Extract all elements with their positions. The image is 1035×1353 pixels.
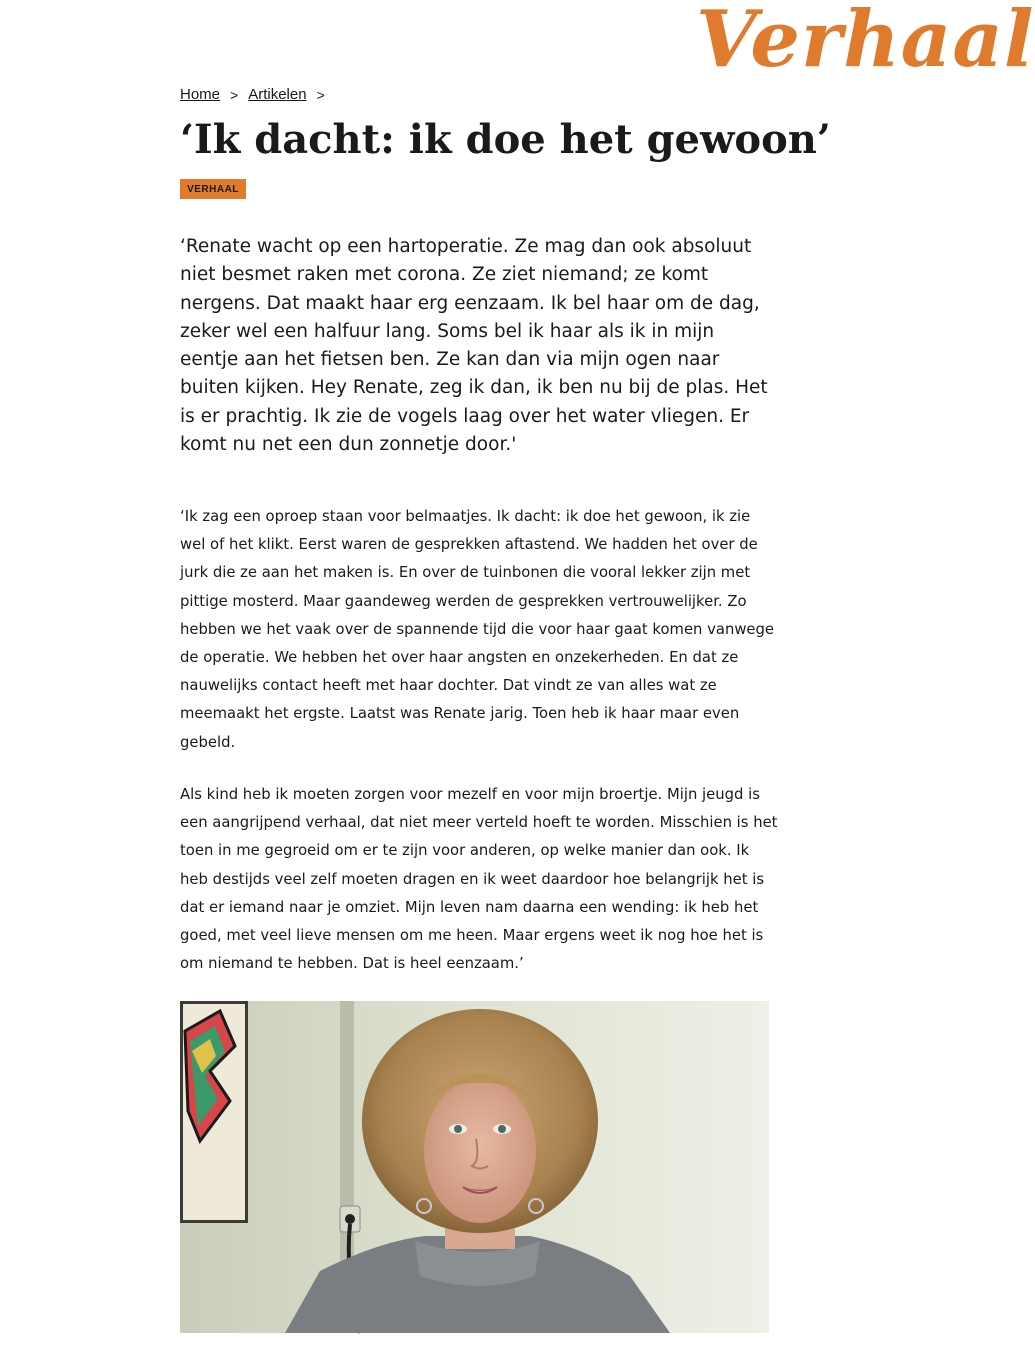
article-paragraph: ‘Ik zag een oproep staan voor belmaatjes. Ik dacht: ik doe het gewoon, ik zie wel of het klikt. Eerst waren de gesprekken aftastend. We hadden het over de jurk die ze aan het maken is. En over de tuinbonen die vooral lekker zijn met pittige mosterd. Maar gaandeweg werden de gesprekken vertrouwelijker. Zo hebben we het vaak over de spannende tijd die voor haar gaat komen vanwege de operatie. We hebben het over haar angsten en onzekerheden. En dat ze nauwelijks contact heeft met haar dochter. Dat vindt ze van alles wat ze meemaakt het ergste. Laatst was Renate jarig. Toen heb ik haar maar even gebeld. [180, 508, 775, 751]
article-lead: ‘Renate wacht op een hartoperatie. Ze mag dan ook absoluut niet besmet raken met corona. Ze ziet niemand; ze komt nergens. Dat maakt haar erg eenzaam. Ik bel haar om de dag, zeker wel een halfuur lang. Soms bel ik haar als ik in mijn eentje aan het fietsen ben. Ze kan dan via mijn ogen naar buiten kijken. Hey Renate, zeg ik dan, ik ben nu bij de plas. Het is er prachtig. Ik zie de vogels laag over het water vliegen. Er komt nu net een dun zonnetje door.' [180, 236, 768, 456]
page-title: ‘Ik dacht: ik doe het gewoon’ [180, 116, 831, 163]
brand-logo: Verhaal [696, 0, 1035, 85]
portrait-photo [180, 1001, 769, 1333]
breadcrumb [180, 86, 325, 103]
category-badge[interactable]: VERHAAL [180, 179, 246, 199]
article-paragraph: Als kind heb ik moeten zorgen voor mezelf en voor mijn broertje. Mijn jeugd is een aangrijpend verhaal, dat niet meer verteld hoeft te worden. Misschien is het toen in me gegroeid om er te zijn voor anderen, op welke manier dan ook. Ik heb destijds veel zelf moeten dragen en ik weet daardoor hoe belangrijk het is dat er iemand naar je omziet. Mijn leven nam daarna een wending: ik heb het goed, met veel lieve mensen om me heen. Maar ergens weet ik nog hoe het is om niemand te hebben. Dat is heel eenzaam.’ [180, 786, 778, 973]
breadcrumb-home-link[interactable]: Home [180, 86, 221, 103]
breadcrumb-separator: > [230, 86, 239, 103]
breadcrumb-articles-link[interactable]: Artikelen [248, 86, 307, 103]
breadcrumb-separator: > [316, 86, 325, 103]
